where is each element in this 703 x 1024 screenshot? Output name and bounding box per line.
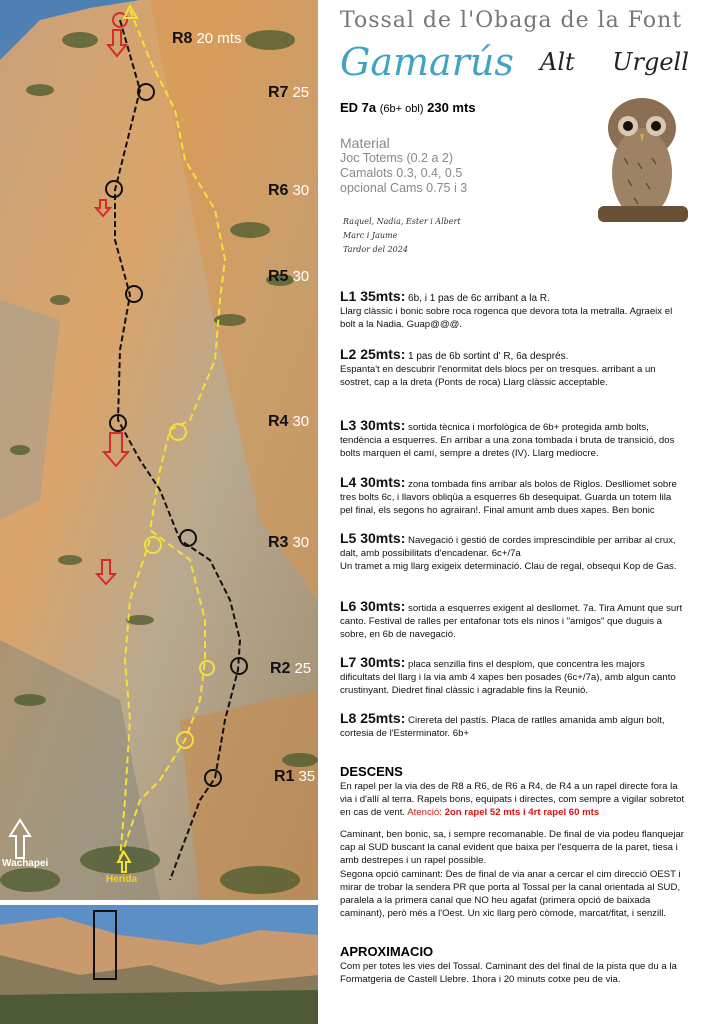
region-name: Alt Urgell [540, 48, 689, 76]
reunion-label-r6: R6 30 [268, 182, 310, 199]
crag-name: Tossal de l'Obaga de la Font [340, 8, 683, 33]
pitch-l3: L3 30mts: sortida tècnica i morfològica de 6b+ protegida amb bolts, tendència a esquerres. En arribar a una zona tombada i bruta de transició, dos bolts marquen el camí, sempre a dretes (IV). Llarg mediocre. [340, 417, 675, 459]
route-name: Gamarús [340, 40, 514, 84]
pitch-l8: L8 25mts: Cirereta del pastís. Placa de ratlles amanida amb algun bolt, cortesia de l'Esterminator. 6b+ [340, 710, 665, 739]
pitch-l7: L7 30mts: placa senzilla fins el desplom, que concentra les majors dificultats del llarg i la via amb 4 xapes ben posades (6c+/7a), amb algun canto crustinyant. Diedret final clàssic i agradable fins la Reunió. [340, 654, 676, 696]
aproximacio-text: Com per totes les vies del Tossal. Caminant des del final de la pista que du a la Formatgeria de Castell Llebre. 1hora i 20 minuts cotxe peu de via. [340, 961, 677, 985]
route-grade: ED 7a (6b+ obl) 230 mts [340, 100, 476, 115]
descens-walk-2: Segona opció caminant: Des de final de via anar a cercar el cim direcció OEST i mirar de trobar la sendera PR que porta al Tossal per la canal orientada al SUD, paralela a la primera canal que NO heu agafat (primera opció de baixada caminant), però més a l'Oest. Un xic llarg però còmode, marcat/fitat, i senzill. [340, 869, 681, 919]
descens-walk-1: Caminant, ben bonic, sa, i sempre recomanable. De final de via podeu flanquejar cap al SUD buscant la canal evident que baixa per l'esquerra de la paret, tiesa i amb destrepes i un rapel possible. [340, 829, 684, 866]
reunion-label-r4: R4 30 [268, 413, 310, 430]
descens-title: DESCENS [340, 764, 403, 779]
pitch-l4: L4 30mts: zona tombada fins arribar als bolos de Riglos. Deslliomet sobre tres bolts 6c, i llavors obliqüa a esquerres 6b desequipat. Guarda un totem lila pel final, els segons ho agrairan!. Final amunt amb dues xapes. Ben bonic [340, 474, 677, 516]
material-item: Camalots 0.3, 0.4, 0.5 [340, 166, 463, 180]
authors: Raquel, Nadia, Ester i Albert Marc i Jaume Tardor del 2024 [343, 217, 461, 254]
material-list [340, 136, 467, 196]
reunion-label-r5: R5 30 [268, 268, 310, 285]
pitch-l5: L5 30mts: Navegació i gestió de cordes imprescindible per arribar al crux, dalt, amb possibilitats d'encadenar. 6c+/7a Un tramet a mig llarg exigeix determinació. Clau de regal, obsequi Kop de Gas. [340, 530, 677, 572]
herida-label: Herida [106, 874, 138, 885]
reunion-label-r8: R8 20 mts [172, 30, 242, 47]
pitch-l1: L1 35mts: 6b, i 1 pas de 6c arribant a la R. Llarg clàssic i bonic sobre roca rogenca que devora tota la metralla. Agraeix el bolt a la Nadia. Guap@@@. [340, 288, 673, 330]
reunion-label-r7: R7 25 [268, 84, 310, 101]
material-title: Material [340, 135, 390, 151]
owl-image [594, 88, 690, 236]
material-item: Joc Totems (0.2 a 2) [340, 151, 454, 165]
material-item: opcional Cams 0.75 i 3 [340, 181, 468, 195]
pitch-l2: L2 25mts: 1 pas de 6b sortint d' R, 6a després. Espanta't en descubrir l'enormitat dels blocs per on tresques. arribant a un sostret, cap a la dreta (Ponts de roca) Llarg clàssic acceptable. [340, 346, 656, 388]
pitch-l6: L6 30mts: sortida a esquerres exigent al desllomet. 7a. Tira Amunt que surt canto. Festival de ralles per entafonar tots els ninos i "amigos" que duguis a sobre, en 6b de navegació. [340, 598, 683, 640]
reunion-label-r3: R3 30 [268, 534, 310, 551]
wachapei-label: Wachapei [2, 858, 49, 869]
reunion-label-r2: R2 25 [270, 660, 312, 677]
aproximacio-title: APROXIMACIO [340, 944, 434, 959]
panorama-photo [0, 905, 318, 1024]
reunion-label-r1: R1 35 [274, 768, 316, 785]
descens-rappel: En rapel per la via des de R8 a R6, de R6 a R4, de R4 a un rapel directe fora la via i d'allí al terra. Rapels bons, equipats i directes, com sempre a vigilar sobretot en cas de vent. Atenció: 2on rapel 52 mts i 4rt rapel 60 mts [340, 781, 685, 818]
topo-photo [0, 0, 318, 900]
